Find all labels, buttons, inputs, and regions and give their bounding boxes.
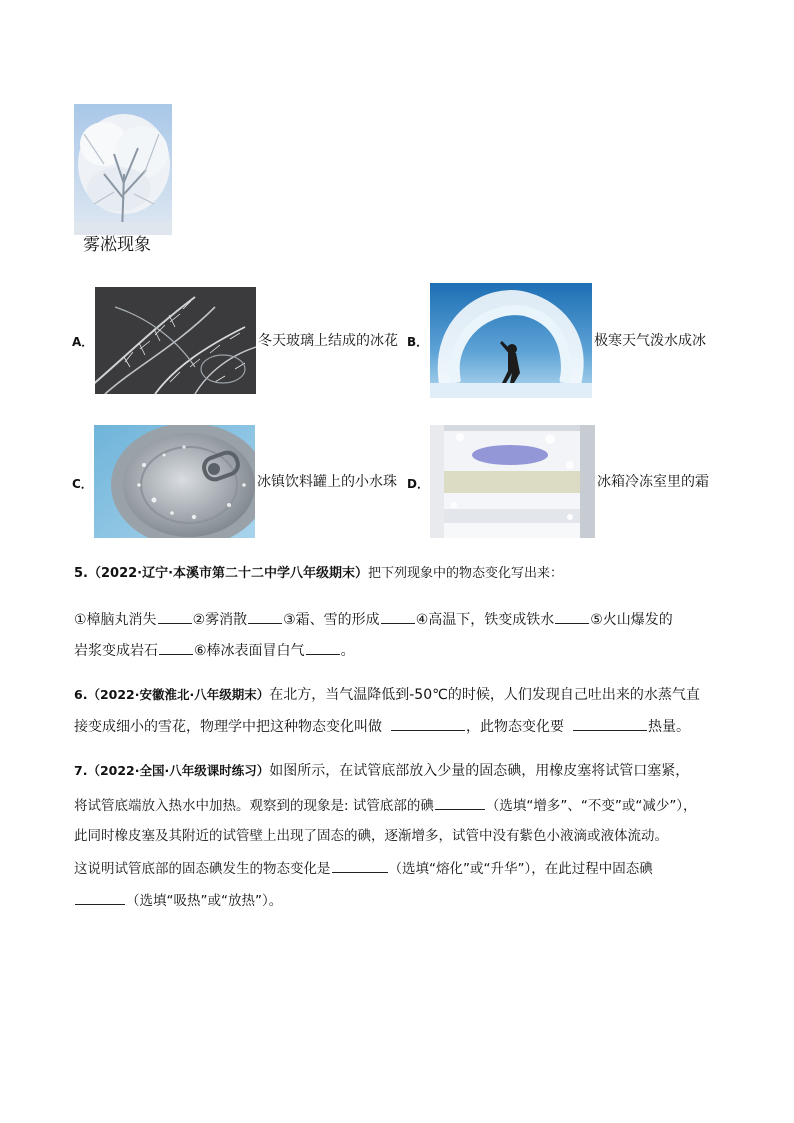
option-b-text: 极寒天气泼水成冰	[594, 333, 706, 349]
question-5-end: 。	[340, 643, 355, 659]
question-5-line-2	[74, 640, 355, 661]
question-5-item-4: ④高温下，铁变成铁水	[415, 612, 555, 628]
answer-blank[interactable]	[306, 640, 340, 655]
option-d-letter: D．	[407, 477, 429, 491]
question-7-text-4a: 这说明试管底部的固态碘发生的物态变化是	[74, 861, 331, 877]
question-7-source: （2022·全国·八年级课时练习）	[87, 763, 270, 778]
answer-blank[interactable]	[555, 609, 589, 624]
question-5-number: 5.	[74, 566, 88, 581]
freezer-frost-image	[430, 425, 595, 538]
question-5-line-1	[74, 609, 673, 630]
question-7-text-2b: （选填“增多”、“不变”或“减少”），	[485, 798, 697, 814]
answer-blank[interactable]	[381, 609, 415, 624]
question-5-item-6: ⑥棒冰表面冒白气	[194, 643, 305, 659]
question-7-text-3: 此同时橡皮塞及其附近的试管壁上出现了固态的碘，逐渐增多，试管中没有紫色小液滴或液体流动。	[74, 828, 668, 844]
question-5-item-1: ①樟脑丸消失	[74, 612, 157, 628]
rime-tree-image	[74, 104, 172, 235]
question-7-text-4b: （选填“熔化”或“升华”），在此过程中固态碘	[388, 861, 653, 877]
option-c-text: 冰镇饮料罐上的小水珠	[257, 474, 397, 490]
question-5-source: （2022·辽宁·本溪市第二十二中学八年级期末）	[87, 566, 369, 581]
frost-pattern-image	[95, 287, 256, 394]
question-5-stem: 把下列现象中的物态变化写出来：	[368, 566, 564, 581]
answer-blank[interactable]	[435, 795, 485, 810]
option-a-letter: A．	[72, 335, 94, 349]
question-7-line-2	[74, 795, 697, 816]
question-7-line-3	[74, 826, 668, 846]
top-figure-caption: 雾凇现象	[83, 235, 151, 255]
answer-blank[interactable]	[248, 609, 282, 624]
question-6-text-1: 在北方，当气温降低到-50℃的时候，人们发现自己吐出来的水蒸气直	[269, 687, 700, 703]
question-7-line-5	[74, 890, 282, 911]
option-a-text: 冬天玻璃上结成的冰花	[258, 333, 398, 349]
answer-blank[interactable]	[158, 609, 192, 624]
splash-freeze-image	[430, 283, 592, 398]
answer-blank[interactable]	[332, 858, 388, 873]
question-7-text-2a: 将试管底端放入热水中加热。观察到的现象是: 试管底部的碘	[74, 798, 434, 814]
answer-blank[interactable]	[391, 716, 465, 731]
cold-can-image	[94, 425, 255, 538]
question-6-text-2b: ，此物态变化要	[466, 719, 564, 735]
question-7-line-1	[74, 761, 689, 781]
question-5-item-5: ⑤火山爆发的	[590, 612, 673, 628]
question-5-item-5-cont: 岩浆变成岩石	[74, 643, 158, 659]
question-6-text-2a: 接变成细小的雪花，物理学中把这种物态变化叫做	[74, 719, 382, 735]
option-c-letter: C．	[72, 477, 93, 491]
question-6-line-1	[74, 685, 700, 705]
question-6-line-2	[74, 716, 690, 737]
answer-blank[interactable]	[75, 890, 125, 905]
question-7-line-4	[74, 858, 653, 879]
question-5-item-2: ②雾消散	[192, 612, 248, 628]
question-6-number: 6.	[74, 687, 88, 702]
question-6-text-2c: 热量。	[648, 719, 690, 735]
answer-blank[interactable]	[573, 716, 647, 731]
question-7-text-5: （选填“吸热”或“放热”）。	[126, 893, 283, 909]
option-b-letter: B．	[407, 335, 429, 349]
option-d-text: 冰箱冷冻室里的霜	[597, 474, 709, 490]
question-7-number: 7.	[74, 763, 88, 778]
question-6-source: （2022·安徽淮北·八年级期末）	[87, 687, 270, 702]
answer-blank[interactable]	[159, 640, 193, 655]
question-5-header	[74, 564, 563, 584]
question-7-text-1: 如图所示，在试管底部放入少量的固态碘，用橡皮塞将试管口塞紧，	[269, 763, 690, 779]
question-5-item-3: ③霜、雪的形成	[283, 612, 380, 628]
